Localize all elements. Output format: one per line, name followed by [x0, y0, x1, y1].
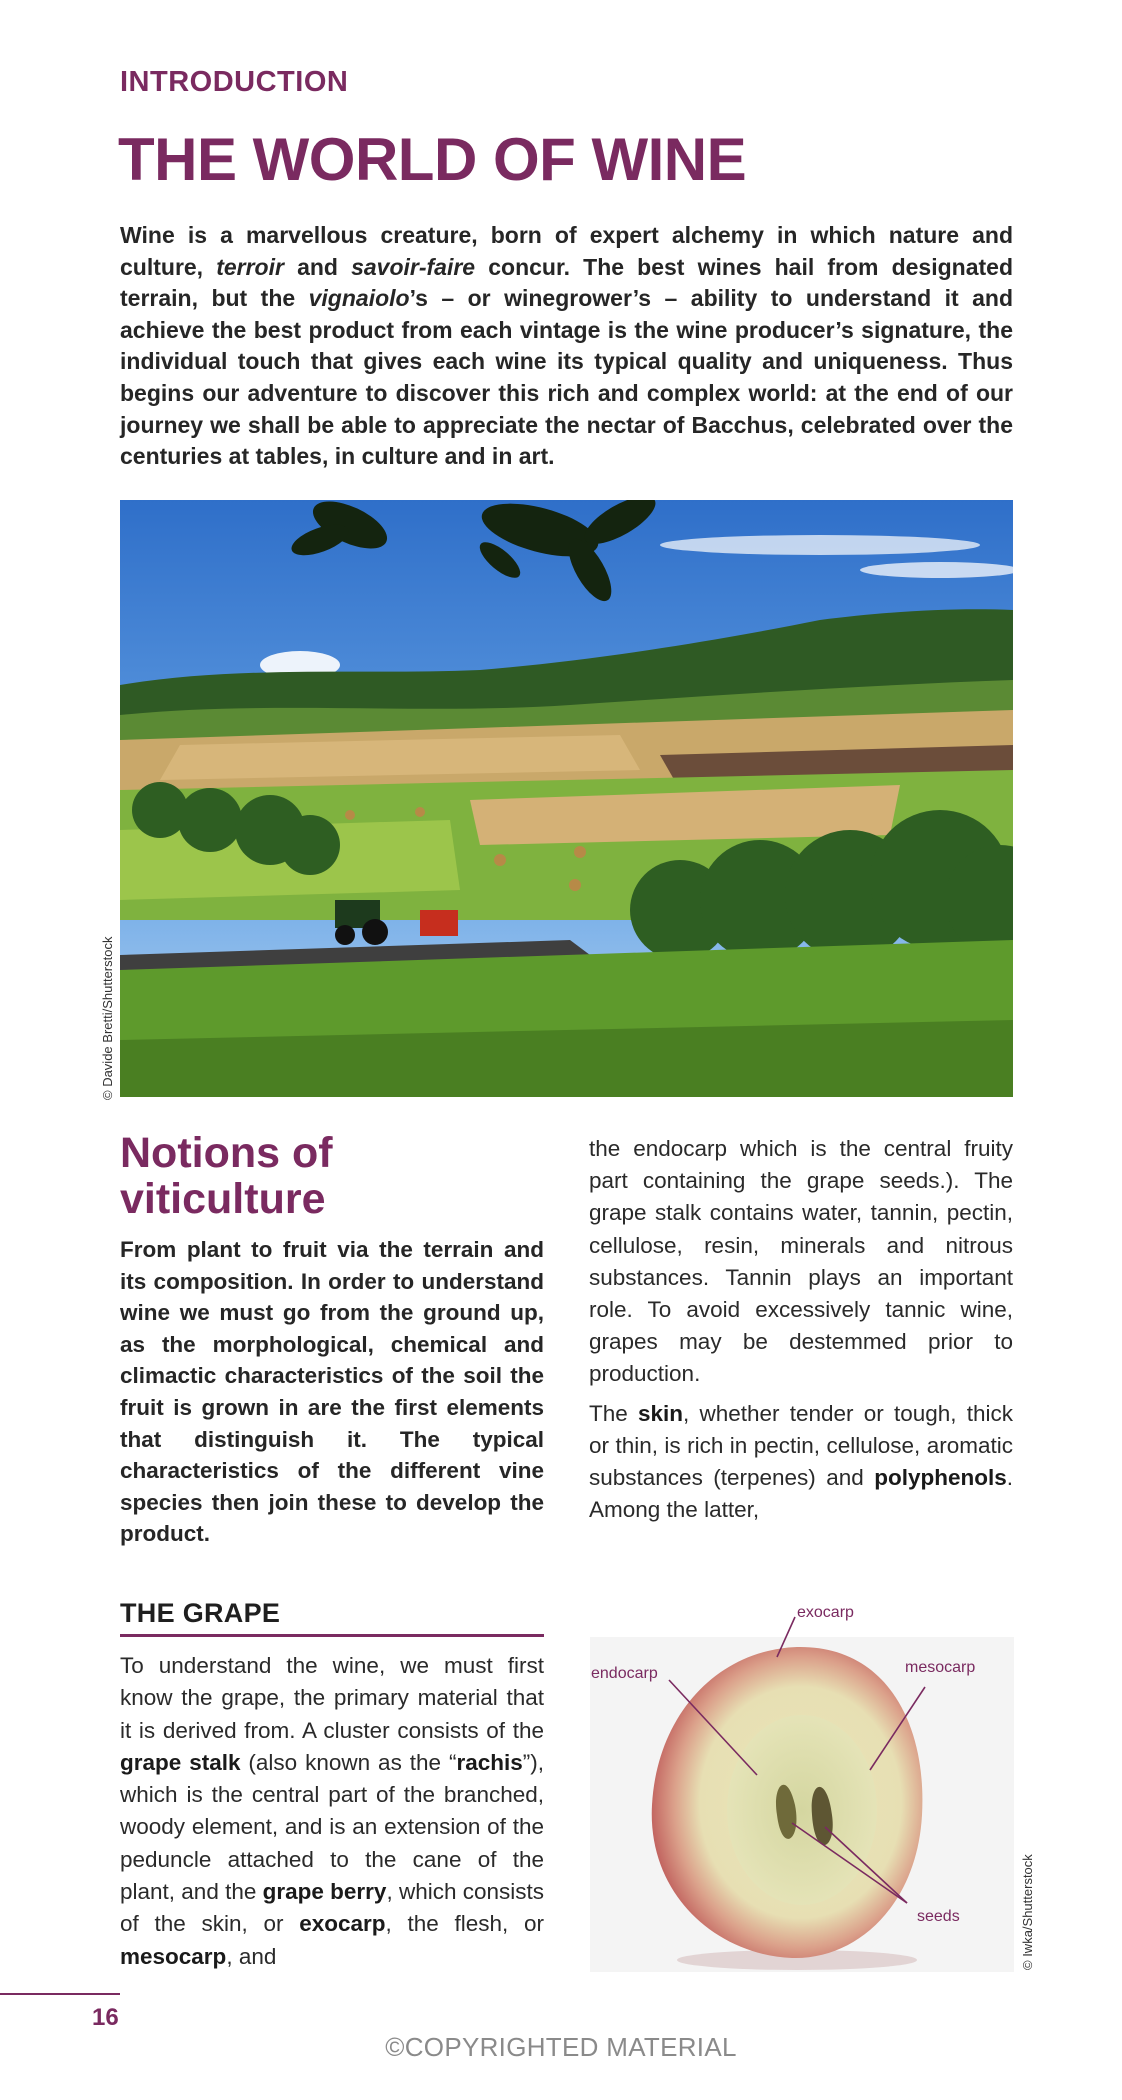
grape-photo-credit: © Iwka/Shutterstock — [1020, 1854, 1035, 1970]
section-label: INTRODUCTION — [120, 66, 349, 98]
right-column-text — [589, 1133, 1013, 1533]
photo-credit: © Davide Bretti/Shutterstock — [100, 936, 115, 1100]
right-column-paragraph-2: The skin, whether tender or tough, thick or thin, is rich in pectin, cellulose, aromatic substances (terpenes) and polyphenols. Among the latter, — [589, 1400, 1013, 1523]
intro-paragraph: Wine is a marvellous creature, born of expert alchemy in which nature and culture, terroir and savoir-faire concur. The best wines hail from designated terrain, but the vignaiolo’s – or winegrower’s – ability to understand it and achieve the best product from each vintage is the wine producer’s signature, the individual touch that gives each wine its typical quality and uniqueness. Thus begins our adventure to discover this rich and complex world: at the end of our journey we shall be able to appreciate the nectar of Bacchus, celebrated over the centuries at tables, in culture and in art. — [120, 222, 1013, 470]
right-column-paragraph-1: the endocarp which is the central fruity part containing the grape seeds.). The grape stalk contains water, tannin, pectin, cellulose, resin, minerals and nitrous substances. Tannin plays an important role. To avoid excessively tannic wine, grapes may be destemmed prior to production. — [589, 1136, 1013, 1387]
page-number: 16 — [92, 2004, 119, 2031]
copyright-notice: ©COPYRIGHTED MATERIAL — [385, 2032, 737, 2062]
label-seeds: seeds — [917, 1908, 960, 1925]
page-title: THE WORLD OF WINE — [118, 126, 747, 193]
label-endocarp: endocarp — [591, 1665, 658, 1682]
notions-lead-paragraph: From plant to fruit via the terrain and its composition. In order to understand wine we must go from the ground up, as the morphological, chemical and climactic characteristics of the soil the fruit is grown in are the first elements that distinguish it. The typical characteristics of the different vine species then join these to develop the product. — [120, 1237, 544, 1547]
notions-title: Notions of viticulture — [120, 1129, 333, 1223]
grape-section-paragraph: To understand the wine, we must first know the grape, the primary material that it is derived from. A cluster consists of the grape stalk (also known as the “rachis”), which is the central part of the branched, woody element, and is an extension of the peduncle attached to the cane of the plant, and the grape berry, which consists of the skin, or exocarp, the flesh, or mesocarp, and — [120, 1653, 544, 1969]
vineyard-landscape-photo — [120, 500, 1013, 1097]
grape-section-heading: THE GRAPE — [120, 1598, 544, 1637]
grape-cross-section-figure — [587, 1575, 1017, 1975]
footer-rule — [0, 1993, 120, 1995]
label-exocarp: exocarp — [797, 1604, 854, 1621]
label-mesocarp: mesocarp — [905, 1659, 976, 1676]
